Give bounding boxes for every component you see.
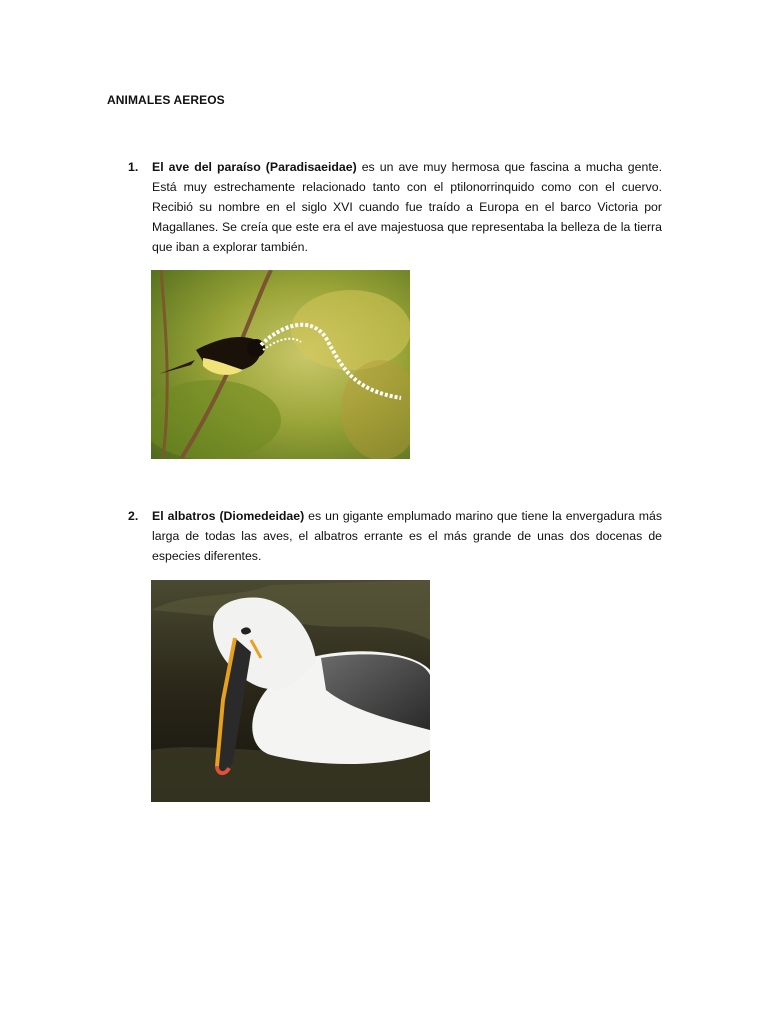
item-name: El albatros (Diomedeidae) [152,509,305,523]
item-text [152,157,662,257]
item-name: El ave del paraíso (Paradisaeidae) [152,160,357,174]
bird-of-paradise-photo [151,270,410,459]
albatross-photo [151,580,430,802]
document-title: ANIMALES AEREOS [107,93,225,107]
item-number: 2. [128,509,139,523]
list-item [128,506,662,566]
list-item [128,157,662,257]
item-number: 1. [128,160,139,174]
item-description: es un ave muy hermosa que fascina a mucha gente. Está muy estrechamente relacionado tanto con el ptilonorrinquido como con el cuervo. Recibió su nombre en el siglo XVI cuando fue traído a Europa en el barco Victoria por Magallanes. Se creía que este era el ave majestuosa que representaba la belleza de la tierra que iban a explorar también. [152,160,662,254]
item-description: es un gigante emplumado marino que tiene la envergadura más larga de todas las aves, el albatros errante es el más grande de unas dos docenas de especies diferentes. [152,509,662,563]
item-text [152,506,662,566]
